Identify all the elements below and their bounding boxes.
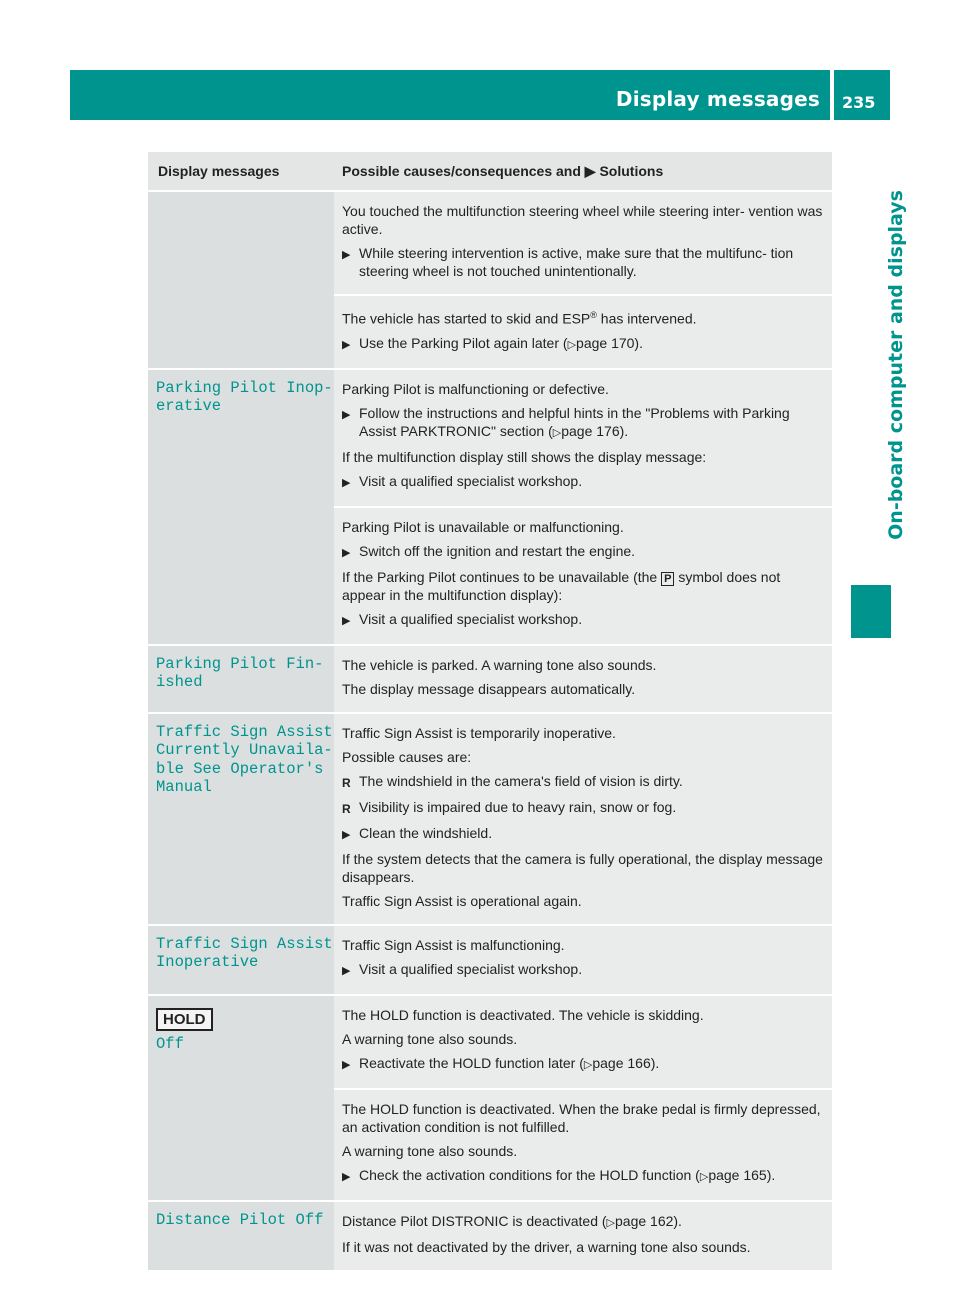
cause-text xyxy=(342,306,826,328)
step-text: Visit a qualified specialist workshop. xyxy=(359,610,583,627)
page-title: Display messages xyxy=(615,87,820,111)
solution-cell xyxy=(334,646,832,712)
header-bar xyxy=(70,70,830,120)
step-text: Switch off the ignition and restart the engine. xyxy=(359,542,636,559)
cause-text: A warning tone also sounds. xyxy=(342,1142,518,1159)
page-ref-link[interactable]: page 176). xyxy=(561,422,629,439)
page-number-box xyxy=(834,70,890,120)
solution-cell xyxy=(334,192,832,368)
page-ref-icon: ▷ xyxy=(583,1058,593,1071)
step-arrow-icon: ▶ xyxy=(342,1058,351,1071)
cause-text: The HOLD function is deactivated. When the brake pedal is firmly depressed, an activation condition is not fulfilled. xyxy=(342,1100,821,1135)
message-cell xyxy=(148,646,334,712)
solution-step xyxy=(342,244,826,280)
solution-step xyxy=(342,1166,826,1186)
display-message: Traffic Sign Assist Inoperative xyxy=(156,934,333,972)
solution-step xyxy=(342,472,826,492)
solution-block xyxy=(334,294,832,368)
step-arrow-icon: ▶ xyxy=(584,163,596,179)
display-message: Off xyxy=(156,1034,184,1053)
text-part: Reactivate the HOLD function later ( xyxy=(359,1054,584,1071)
page-ref-icon: ▷ xyxy=(567,338,577,351)
cause-text: If the multifunction display still shows the display message: xyxy=(342,448,707,465)
column-header-messages xyxy=(148,152,334,190)
step-arrow-icon: ▶ xyxy=(342,338,351,351)
solution-cell xyxy=(334,714,832,924)
step-text xyxy=(359,1166,775,1186)
solution-step xyxy=(342,1054,826,1074)
text-part: Follow the instructions and helpful hints in the "Problems with Parking Assist PARKTRONIC" section ( xyxy=(359,404,790,439)
step-text: While steering intervention is active, make sure that the multifunc- tion steering wheel is not touched unintentionally. xyxy=(359,245,794,279)
text-part: If the Parking Pilot continues to be unavailable (the xyxy=(342,568,662,585)
cause-text: Traffic Sign Assist is temporarily inoperative. xyxy=(342,724,616,741)
parking-symbol-icon: P xyxy=(661,572,674,586)
bullet-icon: R xyxy=(342,775,351,790)
cause-text: A warning tone also sounds. xyxy=(342,1030,518,1047)
display-messages-table xyxy=(148,152,832,1270)
step-text: Clean the windshield. xyxy=(359,824,493,841)
step-arrow-icon: ▶ xyxy=(342,1170,351,1183)
table-row xyxy=(148,190,832,368)
step-text: Visit a qualified specialist workshop. xyxy=(359,960,583,977)
cause-text: Parking Pilot is malfunctioning or defective. xyxy=(342,380,609,397)
column-header-label: Possible causes/consequences and xyxy=(342,163,581,179)
display-message: Parking Pilot Fin‐ ished xyxy=(156,654,324,692)
text-part: has intervened. xyxy=(596,310,697,327)
cause-text: Traffic Sign Assist is operational again. xyxy=(342,892,582,909)
cause-text: If it was not deactivated by the driver, a warning tone also sounds. xyxy=(342,1238,751,1255)
text-part: Check the activation conditions for the HOLD function ( xyxy=(359,1166,700,1183)
step-arrow-icon: ▶ xyxy=(342,828,351,841)
table-row xyxy=(148,368,832,644)
step-arrow-icon: ▶ xyxy=(342,614,351,627)
table-row xyxy=(148,644,832,712)
side-title: On-board computer and displays xyxy=(885,190,907,540)
display-message: Parking Pilot Inop‐ erative xyxy=(156,378,333,416)
solution-step xyxy=(342,824,826,844)
solution-block xyxy=(342,926,826,994)
cause-text: Traffic Sign Assist is malfunctioning. xyxy=(342,936,565,953)
solution-cell xyxy=(334,1202,832,1270)
side-tab-marker xyxy=(851,585,891,638)
solution-cell xyxy=(334,996,832,1200)
solution-step xyxy=(342,960,826,980)
step-text xyxy=(359,404,826,442)
step-arrow-icon: ▶ xyxy=(342,408,351,421)
solution-step xyxy=(342,404,826,442)
column-header-label: Display messages xyxy=(158,163,280,179)
table-row xyxy=(148,1200,832,1270)
cause-text: You touched the multifunction steering wheel while steering inter- vention was active. xyxy=(342,203,823,237)
text-part: Distance Pilot DISTRONIC is deactivated ( xyxy=(342,1212,607,1229)
table-row xyxy=(148,712,832,924)
page-ref-icon: ▷ xyxy=(552,426,562,439)
column-header-label: Solutions xyxy=(599,163,664,179)
table-row xyxy=(148,924,832,994)
step-arrow-icon: ▶ xyxy=(342,476,351,489)
step-arrow-icon: ▶ xyxy=(342,546,351,559)
bullet-text: The windshield in the camera's field of vision is dirty. xyxy=(359,772,683,789)
message-cell xyxy=(148,926,334,994)
bullet-text: Visibility is impaired due to heavy rain, snow or fog. xyxy=(359,798,677,815)
bullet-icon: R xyxy=(342,801,351,816)
step-text: Visit a qualified specialist workshop. xyxy=(359,472,583,489)
display-message: Traffic Sign Assist Currently Unavaila‐ ble See Operator's Manual xyxy=(156,722,333,797)
page-ref-icon: ▷ xyxy=(699,1170,709,1183)
page-ref-link[interactable]: page 166). xyxy=(592,1054,660,1071)
display-message: Distance Pilot Off xyxy=(156,1210,324,1229)
cause-text: The HOLD function is deactivated. The vehicle is skidding. xyxy=(342,1006,704,1023)
cause-text: The display message disappears automatically. xyxy=(342,680,636,697)
solution-cell xyxy=(334,926,832,994)
step-arrow-icon: ▶ xyxy=(342,249,351,261)
page-ref-icon: ▷ xyxy=(606,1216,615,1229)
text-part: Use the Parking Pilot again later ( xyxy=(359,334,568,351)
solution-block xyxy=(334,370,832,506)
cause-text xyxy=(342,1212,826,1232)
step-arrow-icon: ▶ xyxy=(342,964,351,977)
step-text xyxy=(359,334,643,354)
message-cell xyxy=(148,192,334,368)
solution-block xyxy=(342,646,826,712)
text-part: The vehicle has started to skid and ESP xyxy=(342,310,591,327)
solution-step xyxy=(342,542,826,562)
solution-step xyxy=(342,334,826,354)
solution-block xyxy=(334,506,832,644)
message-cell xyxy=(148,996,334,1200)
page-ref-link[interactable]: page 170). xyxy=(576,334,643,351)
page-ref-link[interactable]: page 162). xyxy=(615,1212,682,1229)
hold-icon: HOLD xyxy=(156,1008,213,1031)
side-title-strip xyxy=(845,190,907,600)
message-cell xyxy=(148,714,334,924)
registered-mark: ® xyxy=(590,310,597,320)
text-part: symbol does not appear in the multifunction display): xyxy=(342,568,781,603)
solution-block xyxy=(342,714,826,924)
solution-block xyxy=(334,1088,832,1200)
solution-cell xyxy=(334,370,832,644)
solution-block xyxy=(334,996,832,1088)
step-text xyxy=(359,1054,659,1074)
table-header xyxy=(148,152,832,190)
table-row xyxy=(148,994,832,1200)
message-cell xyxy=(148,1202,334,1270)
cause-text: The vehicle is parked. A warning tone also sounds. xyxy=(342,656,657,673)
bullet-item xyxy=(342,772,826,792)
solution-step xyxy=(342,610,826,630)
message-cell xyxy=(148,370,334,644)
column-header-solutions xyxy=(334,152,832,190)
solution-block xyxy=(334,192,832,294)
solution-block xyxy=(342,1202,826,1270)
bullet-item xyxy=(342,798,826,818)
page-ref-link[interactable]: page 165). xyxy=(708,1166,776,1183)
cause-text xyxy=(342,568,826,604)
cause-text: Possible causes are: xyxy=(342,748,472,765)
cause-text: Parking Pilot is unavailable or malfunctioning. xyxy=(342,518,624,535)
page-number: 235 xyxy=(842,93,876,112)
cause-text: If the system detects that the camera is fully operational, the display message disappears. xyxy=(342,850,823,885)
